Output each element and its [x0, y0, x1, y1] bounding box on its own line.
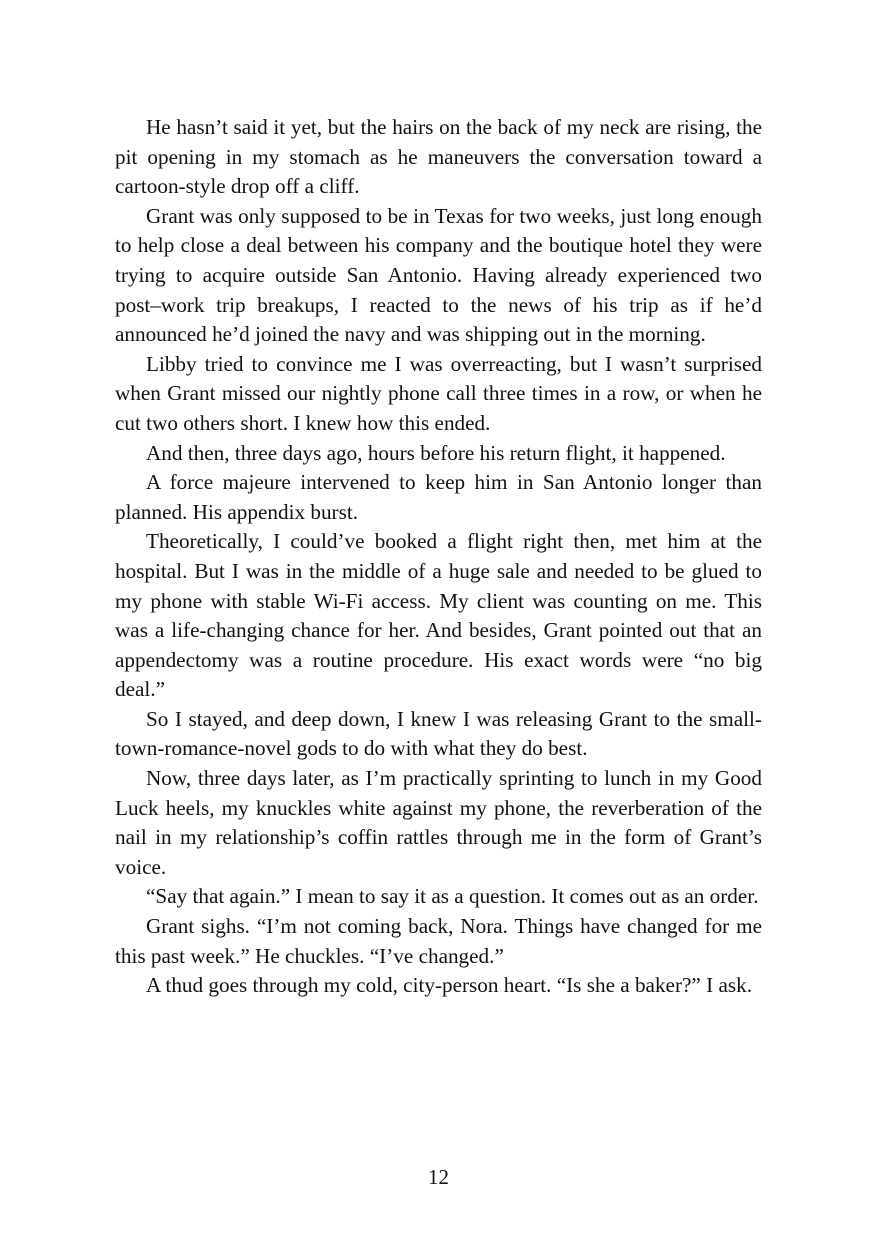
- paragraph: Now, three days later, as I’m practically sprinting to lunch in my Good Luck heels, my knuckles white against my phone, the reverberation of the nail in my relationship’s coffin rattles through me in the form of Grant’s voice.: [115, 766, 762, 879]
- paragraph: Theoretically, I could’ve booked a flight right then, met him at the hospital. But I was in the middle of a huge sale and needed to be glued to my phone with stable Wi-Fi access. My client was counting on me. This was a life-changing chance for her. And besides, Grant pointed out that an appendectomy was a routine procedure. His exact words were “no big deal.”: [115, 529, 762, 702]
- paragraph: “Say that again.” I mean to say it as a question. It comes out as an order.: [146, 884, 759, 909]
- body-text: [115, 113, 762, 1001]
- paragraph: Libby tried to convince me I was overreacting, but I wasn’t surprised when Grant missed our nightly phone call three times in a row, or when he cut two others short. I knew how this ended.: [115, 351, 762, 435]
- paragraph: A force majeure intervened to keep him in San Antonio longer than planned. His appendix burst.: [115, 470, 762, 524]
- paragraph: And then, three days ago, hours before his return flight, it happened.: [146, 440, 726, 465]
- paragraph: He hasn’t said it yet, but the hairs on the back of my neck are rising, the pit opening in my stomach as he maneuvers the conversation toward a cartoon-style drop off a cliff.: [115, 115, 762, 199]
- paragraph: Grant was only supposed to be in Texas for two weeks, just long enough to help close a deal between his company and the boutique hotel they were trying to acquire outside San Antonio. Having already experienced two post–work trip breakups, I reacted to the news of his trip as if he’d announced he’d joined the navy and was shipping out in the morning.: [115, 203, 762, 347]
- page-number: 12: [428, 1165, 449, 1189]
- paragraph: A thud goes through my cold, city-person heart. “Is she a baker?” I ask.: [146, 973, 753, 998]
- paragraph: So I stayed, and deep down, I knew I was releasing Grant to the small-town-romance-novel gods to do with what they do best.: [115, 706, 762, 761]
- paragraph: Grant sighs. “I’m not coming back, Nora. Things have changed for me this past week.” He chuckles. “I’ve changed.”: [115, 914, 762, 968]
